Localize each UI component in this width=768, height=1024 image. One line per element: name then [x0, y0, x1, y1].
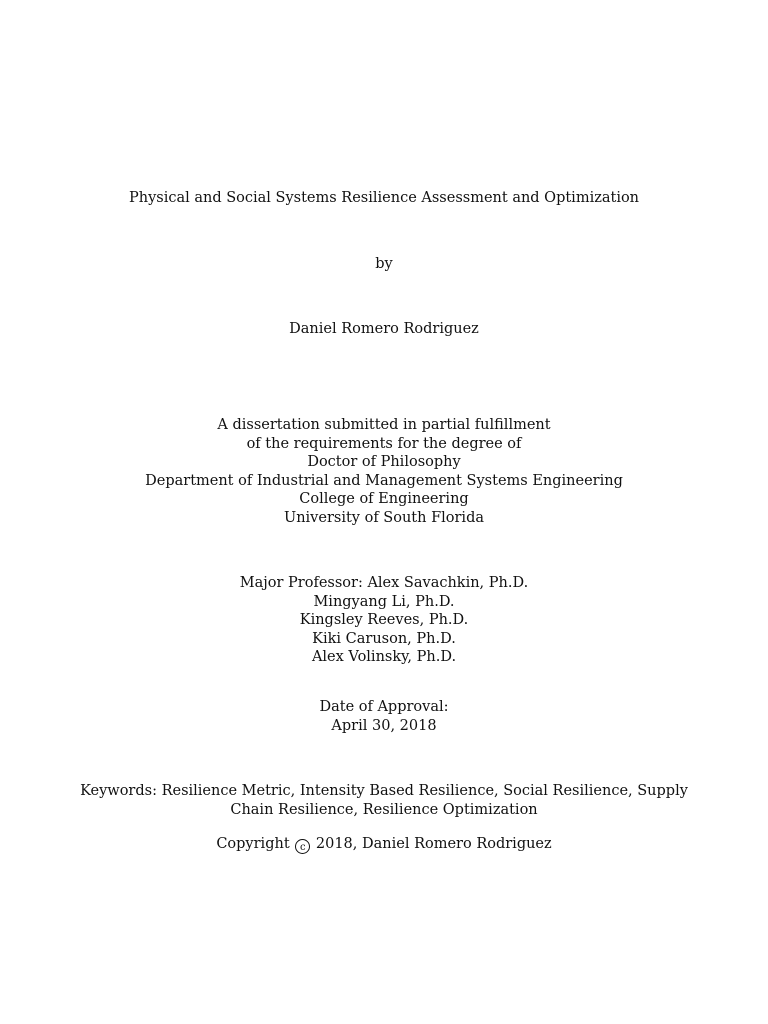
college-name: College of Engineering	[299, 491, 469, 508]
committee-member: Kiki Caruson, Ph.D.	[312, 630, 456, 647]
copyright-holder: 2018, Daniel Romero Rodriguez	[315, 836, 552, 852]
approval-label: Date of Approval:	[319, 699, 449, 715]
submission-statement	[0, 416, 768, 528]
author-name: Daniel Romero Rodriguez	[289, 321, 479, 337]
committee-list	[0, 574, 768, 667]
committee-member: Mingyang Li, Ph.D.	[313, 593, 455, 610]
major-professor: Major Professor: Alex Savachkin, Ph.D.	[239, 575, 529, 591]
dissertation-title: Physical and Social Systems Resilience Assessment and Optimization	[128, 190, 640, 206]
keywords: Keywords: Resilience Metric, Intensity Based Resilience, Social Resilience, Supply Chain Resilience, Resilience Optimization	[80, 783, 688, 818]
submission-line: of the requirements for the degree of	[246, 435, 522, 452]
submission-line: A dissertation submitted in partial fulfillment	[217, 417, 551, 433]
copyright-icon: c	[295, 839, 310, 854]
by-line: by	[375, 256, 393, 272]
copyright-line	[0, 835, 768, 854]
university-name: University of South Florida	[283, 509, 484, 526]
approval-block	[0, 698, 768, 735]
department-name: Department of Industrial and Management Systems Engineering	[145, 472, 623, 489]
degree-name: Doctor of Philosophy	[307, 454, 461, 471]
copyright-prefix: Copyright	[216, 836, 290, 852]
approval-date: April 30, 2018	[331, 717, 437, 734]
committee-member: Alex Volinsky, Ph.D.	[311, 649, 457, 666]
committee-member: Kingsley Reeves, Ph.D.	[299, 612, 469, 629]
